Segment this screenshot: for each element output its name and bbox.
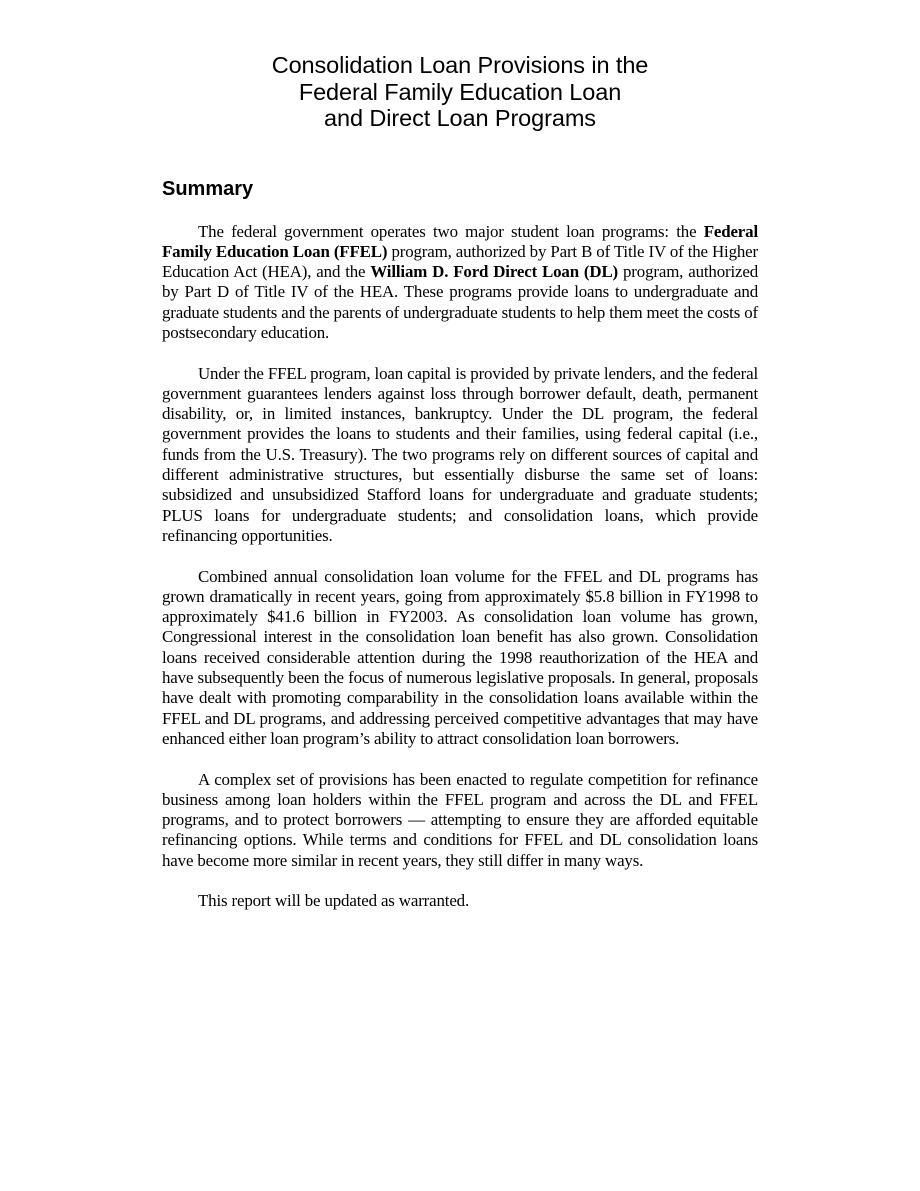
summary-paragraph-2: Under the FFEL program, loan capital is provided by private lenders, and the federal government guarantees lenders against loss through borrower default, death, permanent disability, or, in limited instances, bankruptcy. Under the DL program, the federal government provides the loans to students and their families, using federal capital (i.e., funds from the U.S. Treasury). The two programs rely on different sources of capital and different administrative structures, but essentially disburse the same set of loans: subsidized and unsubsidized Stafford loans for undergraduate and graduate students; PLUS loans for undergraduate students; and consolidation loans, which provide refinancing opportunities. bbox=[162, 363, 758, 545]
paragraph-1-text-a: The federal government operates two major student loan programs: the bbox=[198, 221, 704, 241]
paragraph-1-text-b: program, authorized by Part B of Title IV of the Higher Education Act (HEA), and the bbox=[162, 241, 758, 282]
summary-paragraph-3: Combined annual consolidation loan volume for the FFEL and DL programs has grown dramatically in recent years, going from approximately $5.8 billion in FY1998 to approximately $41.6 billion in FY2003. As consolidation loan volume has grown, Congressional interest in the consolidation loan benefit has also grown. Consolidation loans received considerable attention during the 1998 reauthorization of the HEA and have subsequently been the focus of numerous legislative proposals. In general, proposals have dealt with promoting comparability in the consolidation loans available within the FFEL and DL programs, and addressing perceived competitive advantages that may have enhanced either loan program’s ability to attract consolidation loan borrowers. bbox=[162, 566, 758, 748]
paragraph-1-text-c: program, authorized by Part D of Title IV of the HEA. These programs provide loans to undergraduate and graduate students and the parents of undergraduate students to help them meet the costs of postsecondary education. bbox=[162, 262, 758, 342]
dl-program-name: William D. Ford Direct Loan (DL) bbox=[370, 262, 619, 282]
document-page bbox=[162, 52, 758, 932]
summary-body bbox=[162, 222, 758, 912]
summary-heading: Summary bbox=[162, 177, 254, 200]
title-line-3: and Direct Loan Programs bbox=[324, 105, 596, 131]
ffel-program-name: Federal Family Education Loan (FFEL) bbox=[162, 221, 758, 261]
summary-paragraph-5: This report will be updated as warranted. bbox=[198, 891, 470, 911]
document-title bbox=[162, 52, 758, 132]
summary-paragraph-1 bbox=[162, 222, 758, 344]
summary-paragraph-4: A complex set of provisions has been enacted to regulate competition for refinance business among loan holders within the FFEL program and across the DL and FFEL programs, and to protect borrowers — attempting to ensure they are afforded equitable refinancing options. While terms and conditions for FFEL and DL consolidation loans have become more similar in recent years, they still differ in many ways. bbox=[162, 769, 758, 870]
title-line-2: Federal Family Education Loan bbox=[298, 78, 622, 105]
title-line-1: Consolidation Loan Provisions in the bbox=[271, 52, 649, 78]
